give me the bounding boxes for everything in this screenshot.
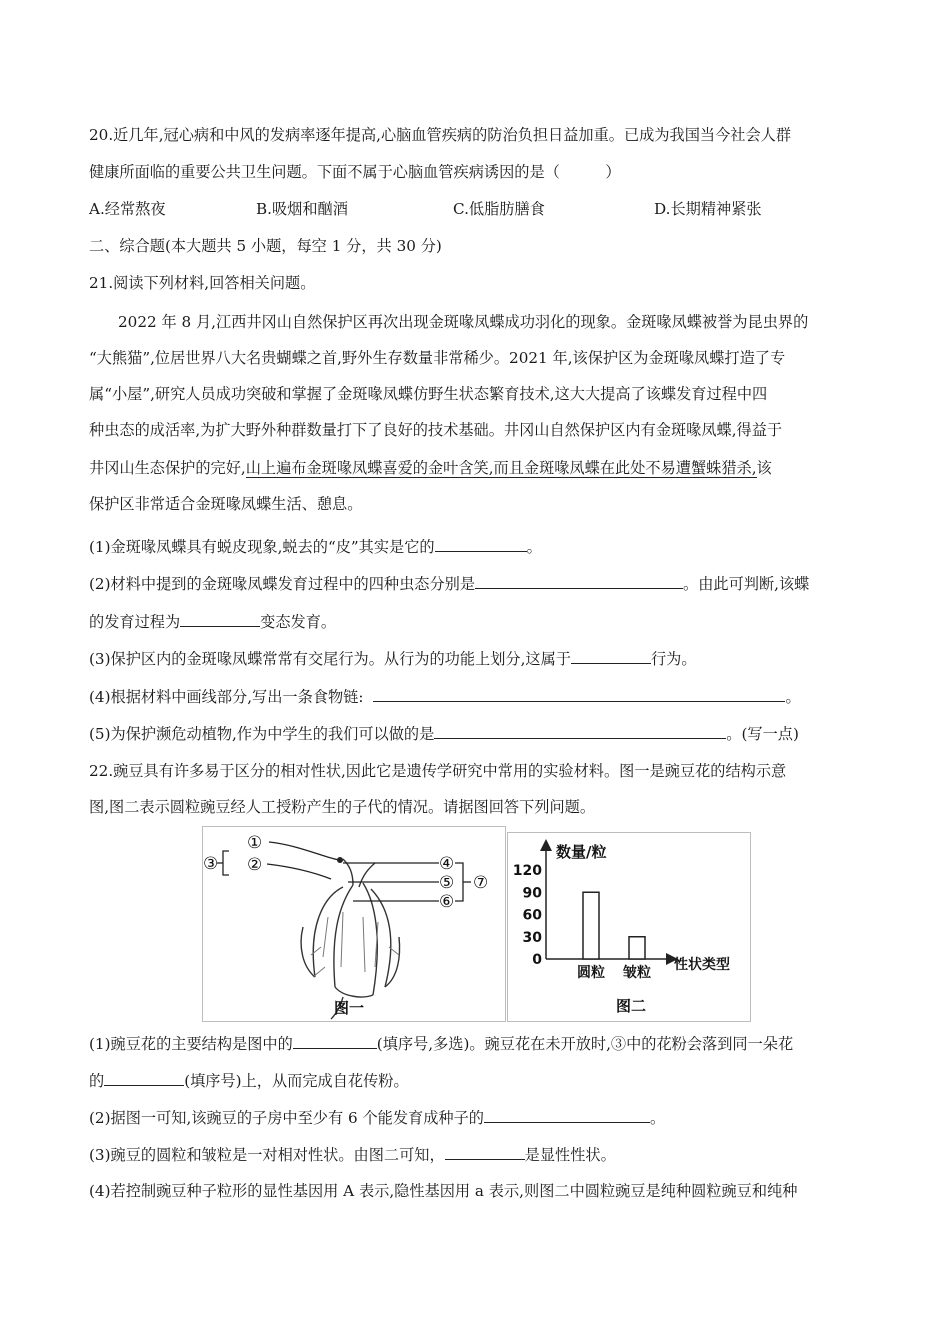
q20-line-2: 健康所面临的重要公共卫生问题。下面不属于心脑血管疾病诱因的是（ ） [89, 163, 621, 181]
x-tick-label: 圆粒 [577, 965, 605, 981]
q20-option-d: D.长期精神紧张 [654, 200, 762, 218]
answer-blank[interactable] [445, 1143, 525, 1160]
q21-sub-2 [89, 572, 809, 595]
answer-blank[interactable] [475, 572, 683, 589]
answer-blank[interactable] [484, 1106, 650, 1123]
q21-sub-1 [89, 535, 542, 558]
q21-title: 21.阅读下列材料,回答相关问题。 [89, 274, 316, 292]
answer-blank[interactable] [293, 1032, 377, 1049]
q20-option-a: A.经常熬夜 [89, 200, 166, 218]
q21-material-line: 种虫态的成活率,为扩大野外种群数量打下了良好的技术基础。井冈山自然保护区内有金斑喙凤蝶,得益于 [89, 421, 783, 439]
q21-sub-5 [89, 722, 799, 745]
figure-1-pea-flower [202, 826, 506, 1022]
q22-line-2: 图,图二表示圆粒豌豆经人工授粉产生的子代的情况。请据图回答下列问题。 [89, 798, 596, 816]
q21-sub-3 [89, 647, 697, 670]
x-axis-label: 性状类型 [674, 957, 730, 973]
q21-sub-3-text: (3)保护区内的金斑喙凤蝶常常有交尾行为。从行为的功能上划分,这属于 [89, 650, 571, 668]
label-4: ④ [439, 854, 455, 874]
q21-material-text: 井冈山生态保护的完好, [89, 459, 246, 477]
answer-blank[interactable] [571, 647, 651, 664]
q21-material-line: 2022 年 8 月,江西井冈山自然保护区再次出现金斑喙凤蝶成功羽化的现象。金斑喙凤蝶被誉为昆虫界的 [118, 313, 809, 331]
label-6: ⑥ [439, 892, 455, 912]
q22-sub-2-text: (2)据图一可知,该豌豆的子房中至少有 6 个能发育成种子的 [89, 1109, 484, 1127]
label-5: ⑤ [439, 873, 455, 893]
answer-blank[interactable] [180, 610, 260, 627]
y-tick-label: 90 [522, 885, 542, 902]
q22-sub-3-text: 是显性性状。 [524, 1146, 616, 1164]
label-2: ② [247, 855, 263, 875]
label-1: ① [247, 833, 263, 853]
q21-sub-3-text: 行为。 [650, 650, 697, 668]
q21-sub-1-text: (1)金斑喙凤蝶具有蜕皮现象,蜕去的“皮”其实是它的 [89, 538, 435, 556]
q21-underlined-passage: 山上遍布金斑喙凤蝶喜爱的金叶含笑,而且金斑喙凤蝶在此处不易遭蟹蛛猎杀, [245, 459, 757, 477]
q21-sub-2-text: 的发育过程为 [89, 613, 181, 631]
answer-blank[interactable] [373, 685, 785, 702]
q21-sub-4 [89, 685, 801, 708]
label-7: ⑦ [473, 873, 489, 893]
q21-sub-4-text: (4)根据材料中画线部分,写出一条食物链: [89, 688, 364, 706]
q22-sub-1-cont [89, 1069, 409, 1092]
pea-flower-diagram [203, 827, 505, 1021]
q20-option-b: B.吸烟和酗酒 [256, 200, 348, 218]
section-heading: 二、综合题(本大题共 5 小题，每空 1 分，共 30 分) [89, 237, 442, 255]
q22-sub-1-text: (填序号,多选)。豌豆花在未开放时,③中的花粉会落到同一朵花 [376, 1035, 794, 1053]
q21-material-line: 保护区非常适合金斑喙凤蝶生活、憩息。 [89, 495, 363, 513]
q22-sub-2-text: 。 [649, 1109, 666, 1127]
bar-round [583, 892, 599, 959]
q21-sub-2-cont [89, 610, 336, 633]
bar-wrinkled [629, 937, 645, 959]
q22-line-1: 22.豌豆具有许多易于区分的相对性状,因此它是遗传学研究中常用的实验材料。图一是豌豆花的结构示意 [89, 762, 787, 780]
q22-sub-4: (4)若控制豌豆种子粒形的显性基因用 A 表示,隐性基因用 a 表示,则图二中圆粒豌豆是纯种圆粒豌豆和纯种 [89, 1182, 798, 1200]
figure-1-caption: 图一 [334, 999, 365, 1017]
q22-sub-3 [89, 1143, 616, 1166]
y-tick-label: 0 [532, 952, 542, 968]
y-tick-label: 60 [522, 907, 542, 924]
q21-sub-2-text: 变态发育。 [260, 613, 337, 631]
q22-sub-1-text: 的 [89, 1072, 105, 1090]
answer-blank[interactable] [434, 722, 726, 739]
y-tick-label: 30 [522, 929, 542, 946]
q21-material-line: 属“小屋”,研究人员成功突破和掌握了金斑喙凤蝶仿野生状态繁育技术,这大大提高了该蝶发育过程中四 [89, 385, 768, 403]
q22-sub-2 [89, 1106, 665, 1129]
q21-sub-2-text: 。由此可判断,该蝶 [683, 575, 810, 593]
q21-material-line: “大熊猫”,位居世界八大名贵蝴蝶之首,野外生存数量非常稀少。2021 年,该保护区为金斑喙凤蝶打造了专 [89, 349, 786, 367]
q22-sub-1-text: (填序号)上，从而完成自花传粉。 [184, 1072, 409, 1090]
q22-sub-1 [89, 1032, 793, 1055]
label-3: ③ [203, 854, 219, 874]
answer-blank[interactable] [435, 535, 527, 552]
q21-sub-4-text: 。 [785, 688, 801, 706]
q21-sub-1-end: 。 [526, 538, 542, 556]
q22-sub-3-text: (3)豌豆的圆粒和皱粒是一对相对性状。由图二可知， [89, 1146, 445, 1164]
answer-blank[interactable] [104, 1069, 184, 1086]
figure-2-caption: 图二 [616, 997, 647, 1015]
q21-material-line [89, 457, 772, 479]
q20-option-c: C.低脂肪膳食 [453, 200, 545, 218]
figure-2-chart [507, 832, 751, 1022]
q21-sub-2-text: (2)材料中提到的金斑喙凤蝶发育过程中的四种虫态分别是 [89, 575, 476, 593]
seed-count-bar-chart [508, 833, 750, 1021]
y-tick-label: 120 [512, 863, 542, 879]
x-tick-label: 皱粒 [623, 965, 651, 981]
y-axis-label: 数量/粒 [556, 843, 607, 861]
q20-line-1: 20.近几年,冠心病和中风的发病率逐年提高,心脑血管疾病的防治负担日益加重。已成为我国当今社会人群 [89, 126, 792, 144]
q22-sub-1-text: (1)豌豆花的主要结构是图中的 [89, 1035, 293, 1053]
q21-sub-5-text: 。(写一点) [726, 725, 799, 743]
q21-material-text: 该 [756, 459, 772, 477]
q21-sub-5-text: (5)为保护濒危动植物,作为中学生的我们可以做的是 [89, 725, 435, 743]
